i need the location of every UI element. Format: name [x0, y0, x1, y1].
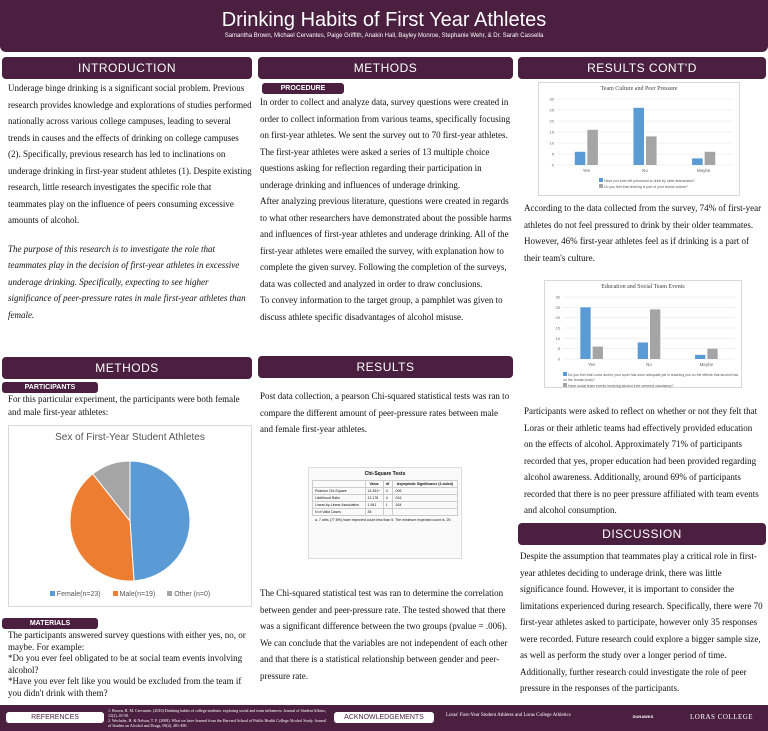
- pie-legend: [9, 591, 251, 598]
- y-tick-label: 10: [555, 335, 560, 341]
- pie-chart-title: Sex of First-Year Student Athletes: [55, 432, 205, 443]
- pie-chart-svg: [9, 446, 251, 596]
- materials-question-2: *Have you ever felt like you would be excluded from the team if you didn't drink with them?: [8, 676, 242, 698]
- chi-table-row: [313, 509, 458, 516]
- materials-text: The participants answered survey questions with either yes, no, or maybe. For example:: [8, 630, 246, 652]
- chi-square-table-note: a. 7 cells (77.8%) have expected count less than 5. The minimum expected count is .29.: [315, 518, 452, 522]
- y-tick-label: 5: [557, 346, 560, 352]
- bar-no-series-1: [638, 342, 648, 359]
- x-tick-label: Yes: [582, 168, 591, 173]
- pie-legend-swatch: [167, 591, 172, 596]
- y-tick-label: 15: [555, 325, 560, 331]
- chi-table-cell: 14.361ᵃ: [365, 488, 383, 495]
- y-tick-label: 25: [549, 107, 554, 113]
- bar-chart-2-svg: [545, 293, 741, 371]
- participants-heading: PARTICIPANTS: [2, 382, 98, 393]
- chi-table-row: [313, 488, 458, 495]
- pie-legend-item: Other (n=0): [167, 591, 210, 598]
- y-tick-label: 20: [555, 315, 560, 321]
- y-tick-label: 0: [557, 356, 560, 362]
- introduction-body: [8, 80, 252, 323]
- team-culture-bar-chart: [538, 82, 740, 196]
- bar-no-series-2: [650, 309, 660, 359]
- chi-table-cell: N of Valid Cases: [313, 509, 366, 516]
- chi-table-cell: Likelihood Ratio: [313, 495, 366, 502]
- bar-yes-series-2: [593, 347, 603, 359]
- procedure-paragraph-1: In order to collect and analyze data, survey questions were created in order to collect information from various teams, specifically focusing on first-year athletes. We sent the survey out to 70 first-year athletes. The first-year athletes were asked a series of 13 multiple choice questions asking for reflection regarding their participation in underage drinking and influences of underage drinking.: [260, 97, 511, 190]
- bar-maybe-series-2: [705, 152, 716, 165]
- bar-chart-1-svg: [539, 95, 739, 177]
- chi-table-header: df: [383, 481, 392, 488]
- loras-college-logo: LORAS COLLEGE: [690, 713, 754, 721]
- chi-table-cell: .006: [392, 488, 457, 495]
- chi-table-cell: 4: [383, 495, 392, 502]
- procedure-body: [260, 94, 512, 325]
- references-label: REFERENCES: [6, 712, 104, 723]
- x-tick-label: No: [646, 362, 652, 367]
- y-tick-label: 5: [551, 151, 554, 157]
- bar-maybe-series-1: [695, 355, 705, 359]
- materials-heading: MATERIALS: [2, 618, 98, 629]
- methods-heading-left: METHODS: [2, 357, 252, 379]
- references-text: [108, 708, 328, 728]
- bar-chart-1-legend-label-2: Do you feel that drinking is part of your teams culture?: [603, 185, 688, 189]
- pie-legend-swatch: [113, 591, 118, 596]
- procedure-paragraph-3: To convey information to the target group, a pamphlet was given to discuss athlete specific disadvantages of alcohol misuse.: [260, 295, 503, 322]
- chi-table-row: [313, 495, 458, 502]
- bar-no-series-2: [646, 136, 657, 165]
- chi-table-header: Value: [365, 481, 383, 488]
- y-tick-label: 0: [551, 162, 554, 168]
- y-tick-label: 20: [549, 118, 554, 124]
- acknowledgements-label: ACKNOWLEDGEMENTS: [334, 712, 434, 723]
- y-tick-label: 30: [549, 96, 554, 102]
- bar-chart-2-legend-item: [563, 383, 739, 389]
- chi-table-cell: Linear-by-Linear Association: [313, 502, 366, 509]
- sex-pie-chart: [8, 425, 252, 607]
- purpose-paragraph: The purpose of this research is to investigate the role that teammates play in the decision of first-year athletes in excessive underage drinking. Specifically, expecting to see higher significance of peer-pressure rates in male first-year athletes than female.: [8, 243, 246, 320]
- y-tick-label: 25: [555, 304, 560, 310]
- reference-1: 1. Brown, R. M. Cervantes. (2016) Drinking habits of college students: exploring social and team influences. Journal of Student Affairs, 12(2), 45-58.: [108, 708, 326, 718]
- results-paragraph-1: Post data collection, a pearson Chi-squared statistical tests was ran to compare the different amount of peer-pressure rates between male and female first-year athletes.: [260, 391, 510, 434]
- results-paragraph-2: The Chi-squared statistical test was ran to determine the correlation between gender and peer-pressure rate. The tested showed that there was a significant difference between the two groups (pvalue = .006). We can conclude that the variables are not independent of each other and that there is a statistical relationship between gender and peer-pressure rate.: [260, 588, 508, 681]
- chi-table-cell: 12.178: [365, 495, 383, 502]
- chi-table-cell: .016: [392, 495, 457, 502]
- chi-table-header: Asymptotic Significance (2-sided): [392, 481, 457, 488]
- chi-square-table-box: [308, 467, 462, 559]
- participants-text: For this particular experiment, the participants were both female and male first-year athletes:: [8, 394, 240, 417]
- chi-table-row: [313, 502, 458, 509]
- procedure-heading: PROCEDURE: [262, 83, 344, 94]
- x-tick-label: Yes: [587, 362, 596, 367]
- bar-yes-series-2: [587, 130, 598, 165]
- materials-body: [8, 630, 252, 699]
- discussion-heading: DISCUSSION: [518, 523, 766, 545]
- chi-table-cell: 35: [365, 509, 383, 516]
- y-tick-label: 10: [549, 140, 554, 146]
- results-contd-heading: RESULTS CONT'D: [518, 57, 766, 79]
- bar-chart-2-legend: [563, 372, 739, 389]
- bar-chart-2-legend-label-1: Do you feel that Loras and/or your sport has done adequate job in teaching you on the effects that alcohol has on the human body?: [563, 373, 739, 382]
- pie-legend-item: Female(n=23): [50, 591, 101, 598]
- education-bar-chart: [544, 280, 742, 388]
- introduction-heading: INTRODUCTION: [2, 57, 252, 79]
- poster-authors: Samantha Brown, Michael Cervantes, Paige Griffith, Anakin Hall, Bayley Monroe, Stephanie Wehr, & Dr. Sarah Cassella: [224, 33, 544, 39]
- bar-yes-series-1: [575, 152, 586, 165]
- bar-chart-1-legend-item: [599, 184, 737, 190]
- pie-legend-item: Male(n=19): [113, 591, 156, 598]
- procedure-paragraph-2: After analyzing previous literature, questions were created in regards to what other researchers have demonstrated about the possible harms and influences of first-year athletes and underage drinking. All of the first-year athletes were emailed the survey, with explanation how to complete the given survey. Following the completion of the surveys, data was collected and analyzed in order to draw conclusions.: [260, 196, 512, 289]
- bar-chart-2-legend-label-2: Have social team events involving alcohol ever seemed mandatory?: [567, 384, 674, 388]
- bar-chart-1-title: Team Culture and Peer Pressure: [600, 86, 678, 92]
- reference-2: 2. Wechsler, H. & Nelson, T. F. (2008). What we have learned from the Harvard School of Public Health College Alcohol Study. Journal of Studies on Alcohol and Drugs, 69(4), 481-490.: [108, 718, 327, 728]
- results-contd-paragraph-2: Participants were asked to reflect on whether or not they felt that Loras or their athletic teams had effectively provided education on the effects of alcohol. Approximately 71% of participants recorded that yes, proper education had been provided regarding alcohol awareness. Additionally, around 69% of participants recorded that there is no peer pressure affiliated with team events and alcohol consumption.: [524, 406, 759, 515]
- chi-square-table-title: Chi-Square Tests: [364, 471, 406, 477]
- y-tick-label: 30: [555, 294, 560, 300]
- chi-table-cell: [392, 509, 457, 516]
- bar-chart-2-title: Education and Social Team Events: [601, 284, 685, 290]
- bar-chart-1-legend: [599, 178, 737, 190]
- chi-table-cell: 1.941: [365, 502, 383, 509]
- bar-no-series-1: [633, 108, 644, 165]
- discussion-body: Despite the assumption that teammates play a critical role in first-year athletes deciding to underage drink, there was little significance found. However, it is important to consider the limitations experienced during research. Specifically, there were 70 first-year athletes asked to participate, however only 35 responses were recorded. Future research could explore a bigger sample size, as well as perform the study over a longer period of time. Additionally, further research could investigate the role of peer pressure in the responses of the participants.: [520, 551, 763, 693]
- chi-table-cell: 1: [383, 502, 392, 509]
- bar-chart-2-legend-item: [563, 372, 739, 383]
- chi-table-header: [313, 481, 366, 488]
- methods-heading-mid: METHODS: [258, 57, 513, 79]
- x-tick-label: Maybe: [699, 362, 714, 367]
- chi-table-cell: 4: [383, 488, 392, 495]
- acknowledgements-text: Loras' First-Year Student Athletes and Loras College Athletics: [446, 713, 571, 718]
- bar-chart-1-legend-label-1: Have you ever felt pressured to drink by older teammates?: [603, 179, 695, 183]
- bar-yes-series-1: [580, 307, 590, 359]
- x-tick-label: No: [642, 168, 648, 173]
- results-contd-paragraph-1: According to the data collected from the survey, 74% of first-year athletes do not feel pressured to drink by their older teammates. However, 46% first-year athletes feel as if drinking is a part of their team's culture.: [524, 203, 762, 263]
- bar-maybe-series-2: [707, 349, 717, 359]
- chi-square-table: [312, 480, 458, 516]
- pie-slice-female: [130, 461, 190, 581]
- results-heading: RESULTS: [258, 356, 513, 378]
- poster-title: Drinking Habits of First Year Athletes: [221, 9, 547, 31]
- chi-table-cell: Pearson Chi-Square: [313, 488, 366, 495]
- duhawks-logo: DUHAWKS: [632, 714, 654, 719]
- bar-maybe-series-1: [692, 158, 703, 165]
- introduction-paragraph: Underage binge drinking is a significant social problem. Previous research provides knowledge and explorations of studies performed nationally across various college campuses, leading to several trends in causes and the effects of drinking on college campuses (2). Specifically, previous research has led to inclinations on underage drinking in first-year student athletes (1). Despite existing research, little research investigates the specific role that teammates play on the influence of peers consuming excessive amounts of alcohol.: [8, 83, 252, 225]
- pie-legend-swatch: [50, 591, 55, 596]
- x-tick-label: Maybe: [696, 168, 711, 173]
- chi-table-cell: [383, 509, 392, 516]
- chi-table-cell: .164: [392, 502, 457, 509]
- materials-question-1: *Do you ever feel obligated to be at social team events involving alcohol?: [8, 653, 243, 675]
- y-tick-label: 15: [549, 129, 554, 135]
